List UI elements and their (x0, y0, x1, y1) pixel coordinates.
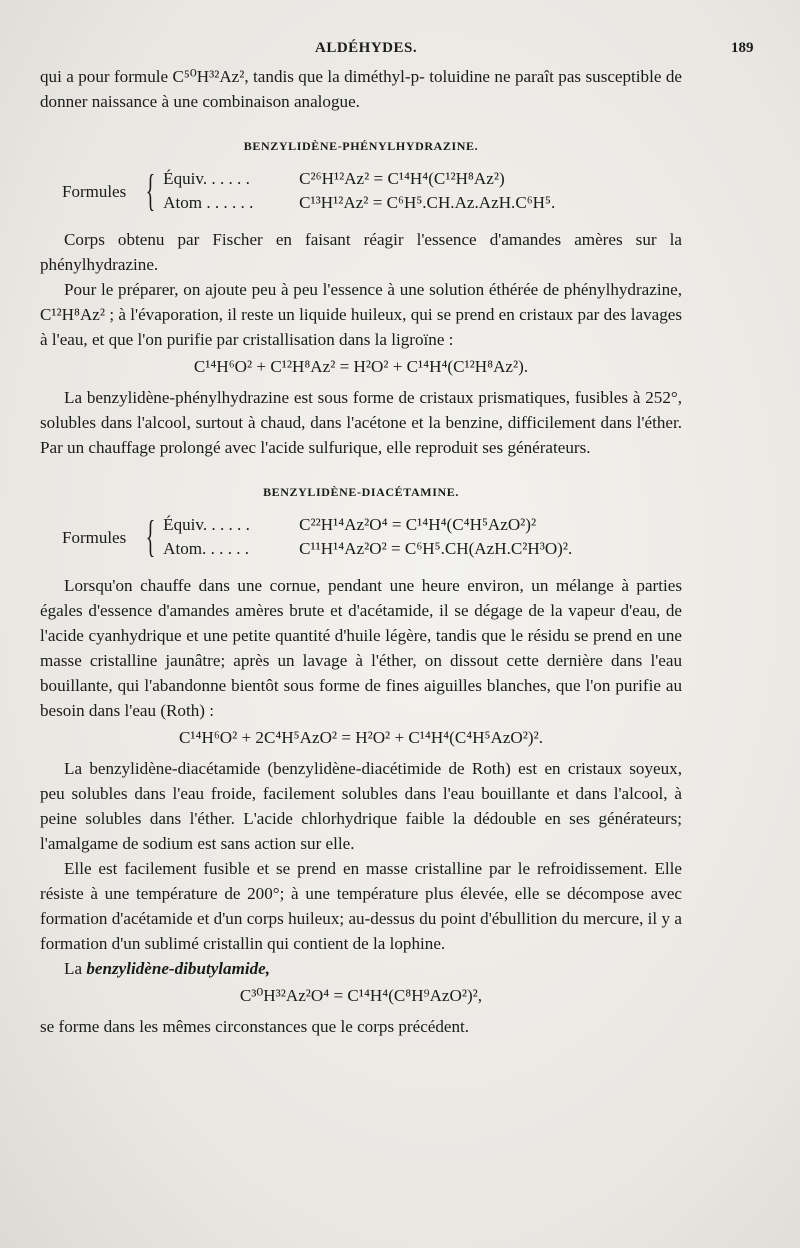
formula-label: Formules (62, 527, 127, 547)
equation: C¹⁴H⁶O² + 2C⁴H⁵AzO² = H²O² + C¹⁴H⁴(C⁴H⁵AzO²)². (178, 728, 543, 747)
formula-key: Équiv. . . . . . (163, 169, 250, 188)
paragraph: Elle est facilement fusible et se prend en masse cristalline par le refroidissement. Elle résiste à une température de 200°; à une température plus élevée, elle se décompose avec formation d'acétamide et d'un corps huileux; au-dessus du point d'ébullition du mercure, il y a formation d'un sublimé cristallin qui contient de la lophine. (40, 859, 682, 953)
formula-rows (163, 513, 572, 561)
equation: C¹⁴H⁶O² + C¹²H⁸Az² = H²O² + C¹⁴H⁴(C¹²H⁸Az²). (193, 357, 529, 376)
paragraph: La benzylidène-diacétamide (benzylidène-diacétimide de Roth) est en cristaux soyeux, peu solubles dans l'eau froide, facilement solubles dans l'eau bouillante et dans l'alcool, à peine solubles dans l'éther. L'acide chlorhydrique faible la dédouble en ses générateurs; l'amalgame de sodium est sans action sur elle. (40, 759, 682, 853)
section-title-benzylidene-phenylhydrazine: BENZYLIDÈNE-PHÉNYLHYDRAZINE. (243, 139, 479, 153)
formula-key: Atom . . . . . . (163, 193, 254, 212)
section-title-benzylidene-diacetamine: BENZYLIDÈNE-DIACÉTAMINE. (263, 485, 459, 499)
paragraph: Corps obtenu par Fischer en faisant réagir l'essence d'amandes amères sur la phénylhydrazine. (40, 230, 682, 274)
compound-name: benzylidène-dibutylamide, (86, 959, 271, 978)
page-number: 189 (731, 40, 754, 56)
formula-value: C¹¹H¹⁴Az²O² = C⁶H⁵.CH(AzH.C²H³O)². (299, 539, 573, 558)
formula-value: C²⁶H¹²Az² = C¹⁴H⁴(C¹²H⁸Az²) (299, 169, 505, 188)
page-content (40, 64, 682, 1039)
paragraph: La benzylidène-phénylhydrazine est sous forme de cristaux prismatiques, fusibles à 252°, solubles dans l'alcool, surtout à chaud, dans l'acétone et la benzine, difficilement dans l'éther. Par un chauffage prolongé avec l'acide sulfurique, elle reproduit ses générateurs. (40, 388, 682, 457)
formula-row-atom (163, 191, 555, 215)
formula-block-1 (62, 167, 682, 215)
formula-label: Formules (62, 181, 127, 201)
brace-icon: { (145, 512, 156, 561)
paragraph-dibutylamide (40, 956, 682, 981)
intro-paragraph: qui a pour formule C⁵⁰H³²Az², tandis que la diméthyl-p- toluidine ne paraît pas susceptible de donner naissance à une combinaison analogue. (40, 67, 682, 111)
paragraph: Pour le préparer, on ajoute peu à peu l'essence à une solution éthérée de phénylhydrazine, C¹²H⁸Az² ; à l'évaporation, il reste un liquide huileux, qui se prend en cristaux par des lavages à l'eau, et que l'on purifie par cristallisation dans la ligroïne : (40, 280, 682, 349)
formula-value: C¹³H¹²Az² = C⁶H⁵.CH.Az.AzH.C⁶H⁵. (299, 193, 556, 212)
formula-rows (163, 167, 555, 215)
formula-block-2 (62, 513, 682, 561)
formula-row-equiv (163, 513, 572, 537)
paragraph: Lorsqu'on chauffe dans une cornue, pendant une heure environ, un mélange à parties égales d'essence d'amandes amères brute et d'acétamide, il se dégage de la vapeur d'eau, de l'acide cyanhydrique et une petite quantité d'huile légère, tandis que le résidu se prend en une masse cristalline jaunâtre; après un lavage à l'éther, on dissout cette dernière dans l'eau bouillante, qui l'abandonne bientôt sous forme de fines aiguilles blanches, que l'on purifie au besoin dans l'eau (Roth) : (40, 576, 682, 720)
brace-icon: { (145, 166, 156, 215)
formula-key: Équiv. . . . . . (163, 515, 250, 534)
paragraph: se forme dans les mêmes circonstances que le corps précédent. (40, 1017, 470, 1036)
formula-row-equiv (163, 167, 555, 191)
formula-key: Atom. . . . . . (163, 539, 250, 558)
running-title: ALDÉHYDES. (315, 40, 418, 56)
equation: C³⁰H³²Az²O⁴ = C¹⁴H⁴(C⁸H⁹AzO²)², (239, 986, 483, 1005)
running-head (0, 40, 800, 60)
lead-word: La (64, 959, 83, 978)
formula-value: C²²H¹⁴Az²O⁴ = C¹⁴H⁴(C⁴H⁵AzO²)² (299, 515, 537, 534)
formula-row-atom (163, 537, 572, 561)
